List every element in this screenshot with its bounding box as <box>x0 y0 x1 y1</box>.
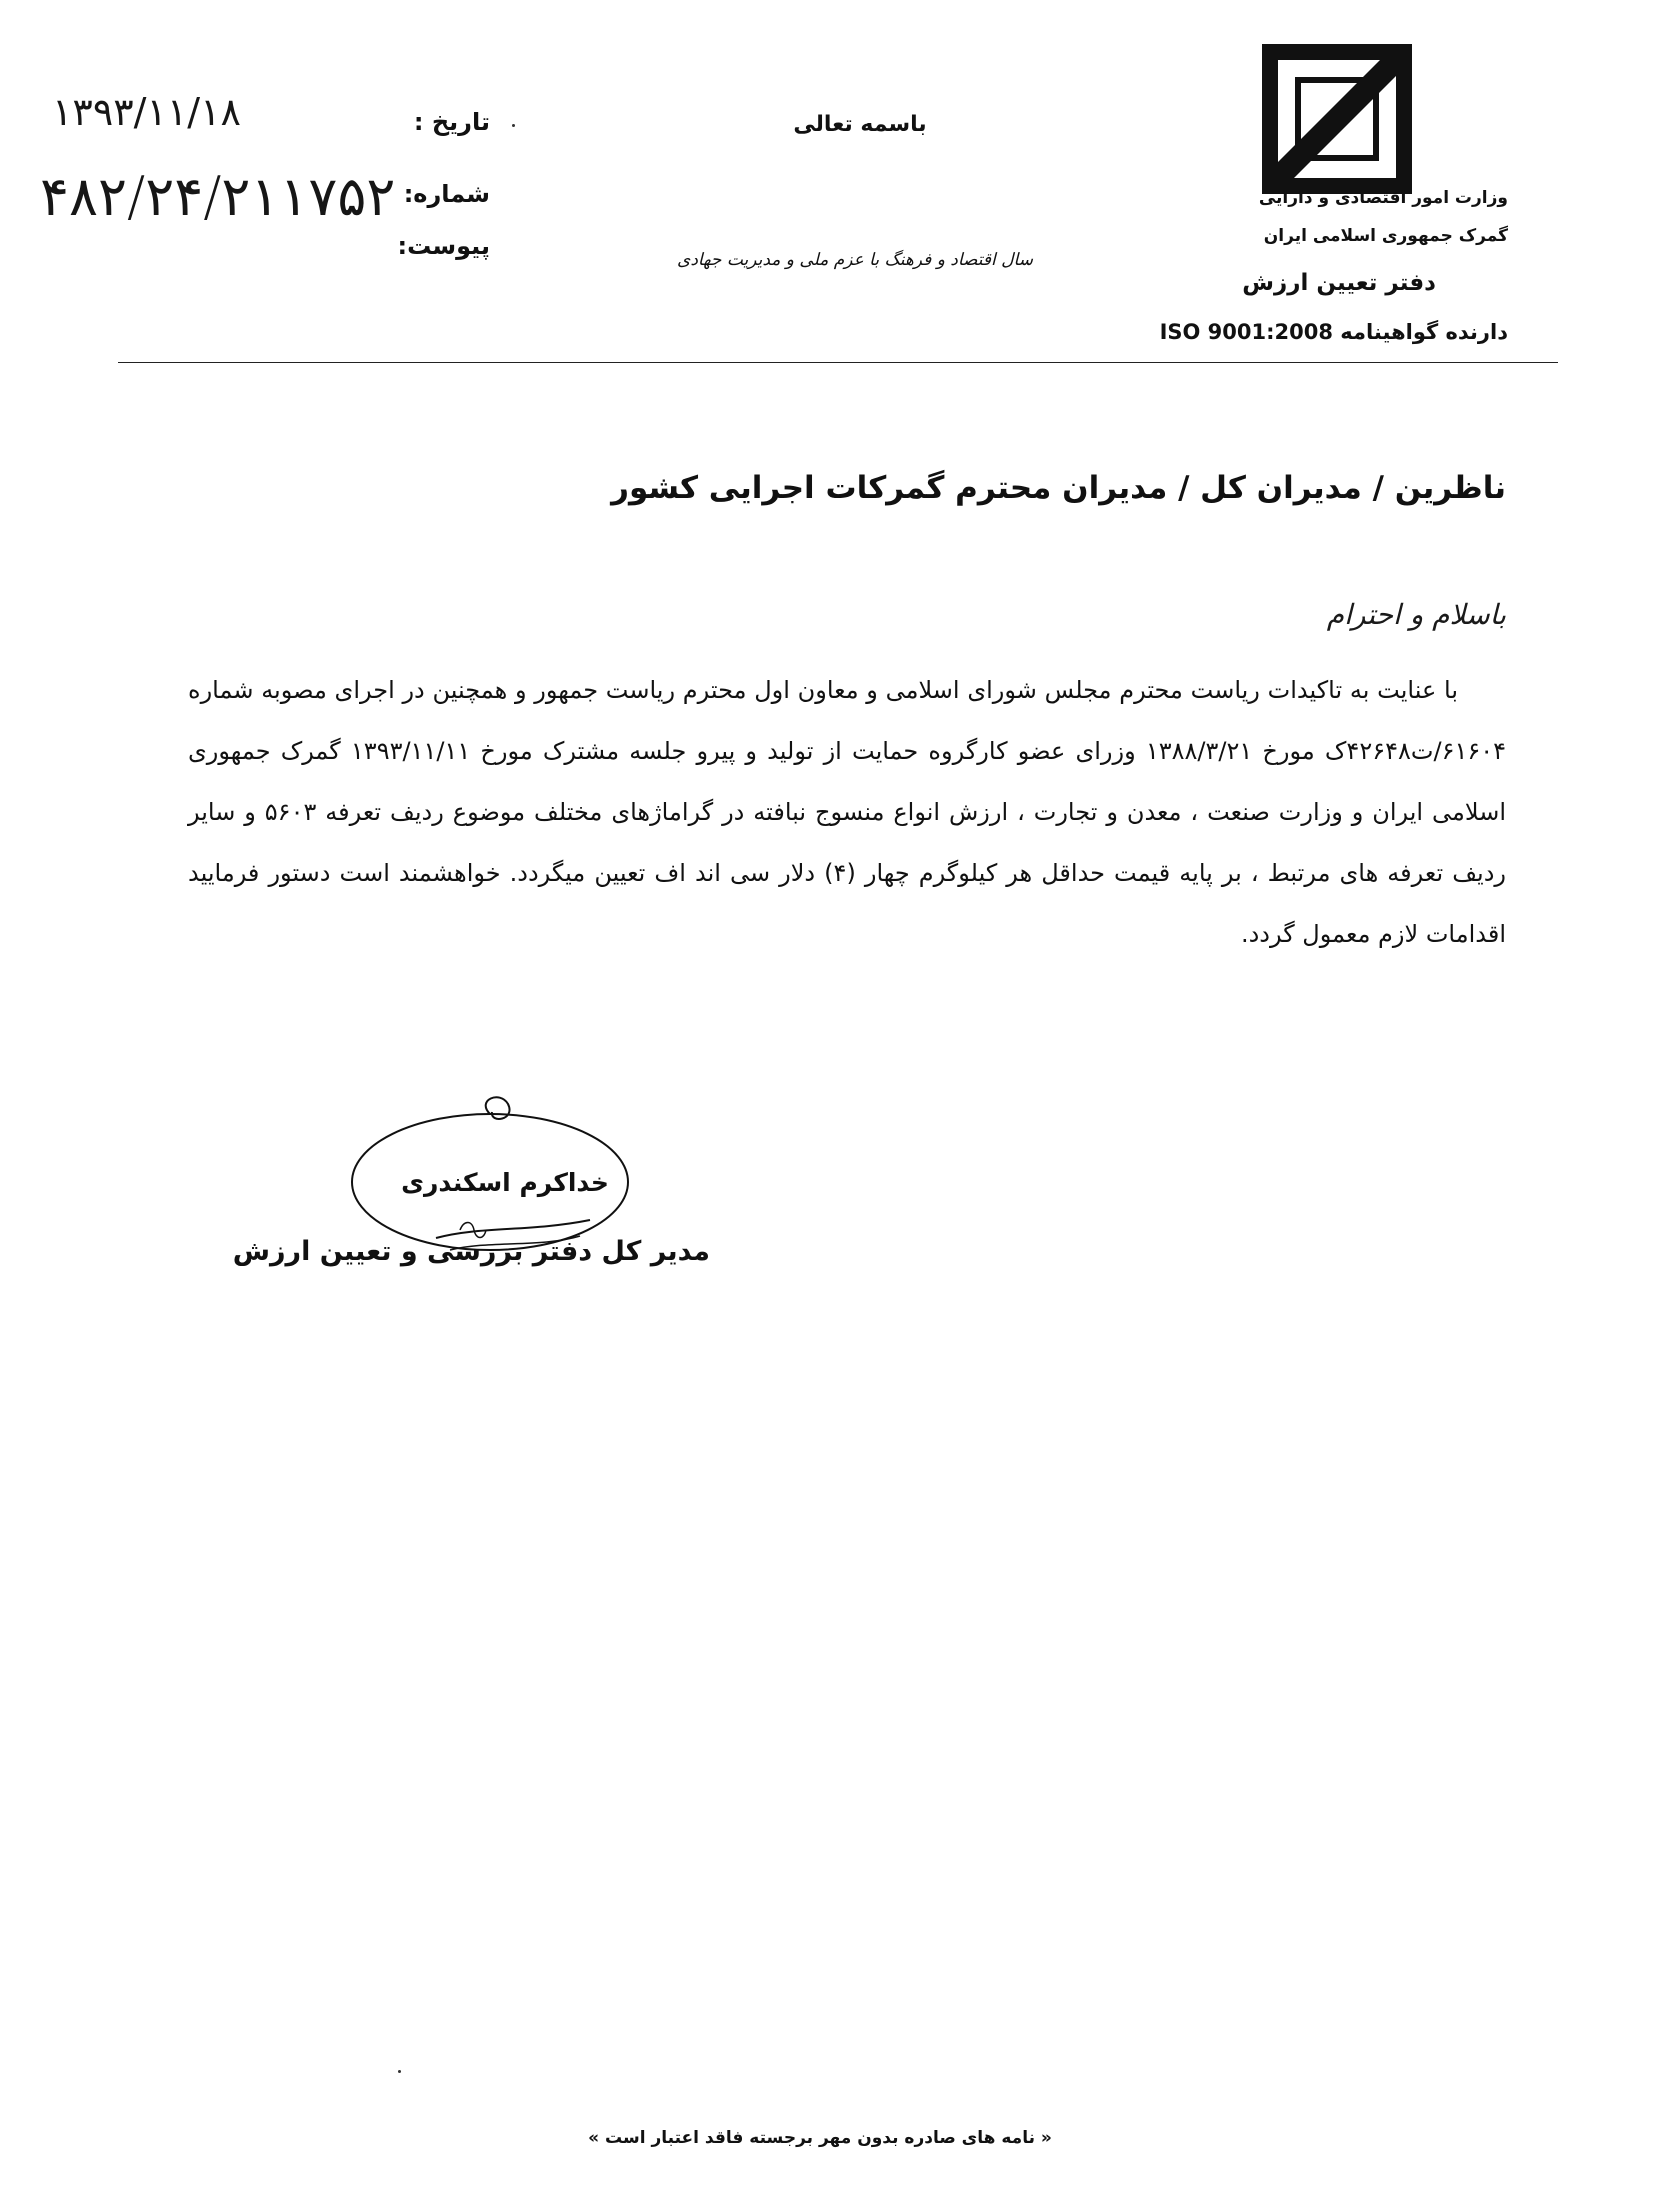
bismillah-heading: باسمه تعالی <box>793 112 927 137</box>
year-slogan: سال اقتصاد و فرهنگ با عزم ملی و مدیریت جهادی <box>677 250 1033 270</box>
customs-logo-icon <box>1262 44 1412 194</box>
attachment-label: پیوست: <box>397 232 490 260</box>
signer-name: خداکرم اسکندری <box>401 1168 609 1197</box>
date-label: تاریخ : <box>413 108 490 136</box>
footer-validity-note: « نامه های صادره بدون مهر برجسته فاقد اعتبار است » <box>588 2128 1052 2148</box>
letter-number-value: ۴۸۲/۲۴/۲۱۱۷۵۲ <box>40 165 396 228</box>
addressee-line: ناظرین / مدیران کل / مدیران محترم گمرکات اجرایی کشور <box>611 470 1506 506</box>
iso-certificate: دارنده گواهینامه ISO 9001:2008 <box>1159 320 1508 344</box>
scan-speck <box>512 124 515 127</box>
number-label: شماره: <box>403 180 490 208</box>
date-value: ۱۳۹۳/۱۱/۱۸ <box>52 90 241 134</box>
letter-body: با عنایت به تاکیدات ریاست محترم مجلس شورای اسلامی و معاون اول محترم ریاست جمهور و همچنین در اجرای مصوبه شماره ۶۱۶۰۴/ت۴۲۶۴۸ک مورخ ۱۳۸۸/۳/۲۱ وزرای عضو کارگروه حمایت از تولید و پیرو جلسه مشترک مورخ ۱۳۹۳/۱۱/۱۱ گمرک جمهوری اسلامی ایران و وزارت صنعت ، معدن و تجارت ، ارزش انواع منسوج نبافته در گراماژهای مختلف موضوع ردیف تعرفه ۵۶۰۳ و سایر ردیف تعرفه های مرتبط ، بر پایه قیمت حداقل هر کیلوگرم چهار (۴) دلار سی اند اف تعیین میگردد. خواهشمند است دستور فرمایید اقدامات لازم معمول گردد. <box>188 676 1507 948</box>
office-name: دفتر تعیین ارزش <box>1242 270 1436 296</box>
customs-name: گمرک جمهوری اسلامی ایران <box>1263 226 1508 246</box>
scan-speck <box>398 2070 401 2073</box>
greeting-handwritten: باسلام و احترام <box>1326 598 1506 631</box>
ministry-name: وزارت امور اقتصادی و دارایی <box>1258 188 1508 208</box>
header-divider <box>118 362 1558 363</box>
signer-title: مدیر کل دفتر بررسی و تعیین ارزش <box>232 1236 710 1267</box>
